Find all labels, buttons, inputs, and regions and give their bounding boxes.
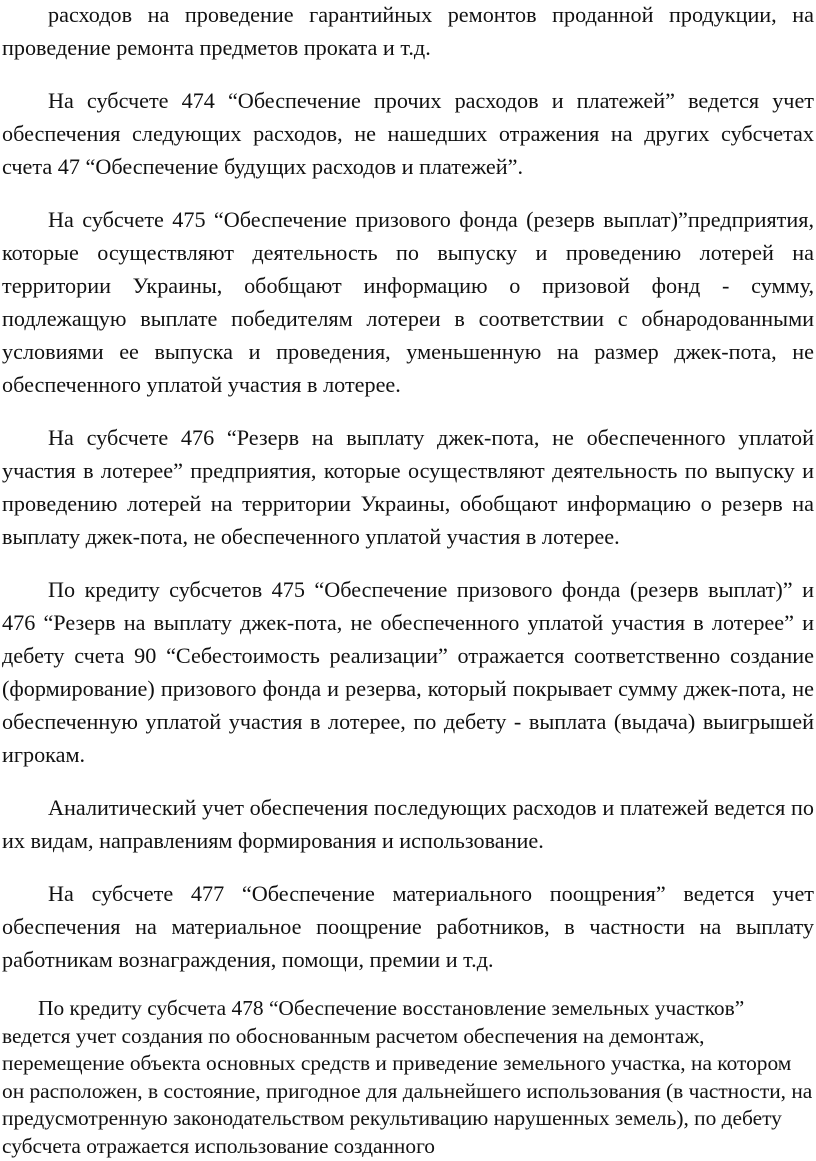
paragraph-subaccount-477: На субсчете 477 “Обеспечение материального поощрения” ведется учет обеспечения на материальное поощрение работников, в частности на выплату работникам вознаграждения, помощи, премии и т.д. [2,881,814,972]
paragraph-credit-475-476: По кредиту субсчетов 475 “Обеспечение призового фонда (резерв выплат)” и 476 “Резерв на выплату джек-пота, не обеспеченного уплатой участия в лотерее” и дебету счета 90 “Себестоимость реализации” отражается соответственно создание (формирование) призового фонда и резерва, который покрывает сумму джек-пота, не обеспеченную уплатой участия в лотерее, по дебету - выплата (выдача) выигрышей игрокам. [2,577,814,767]
paragraph-subaccount-476: На субсчете 476 “Резерв на выплату джек-пота, не обеспеченного уплатой участия в лотерее” предприятия, которые осуществляют деятельность по выпуску и проведению лотерей на территории Украины, обобщают информацию о резерв на выплату джек-пота, не обеспеченного уплатой участия в лотерее. [2,425,814,549]
paragraph-analytical-accounting: Аналитический учет обеспечения последующих расходов и платежей ведется по их видам, направлениям формирования и использование. [2,795,814,853]
paragraph-warranty-repairs: расходов на проведение гарантийных ремонтов проданной продукции, на проведение ремонта предметов проката и т.д. [2,2,814,60]
paragraph-subaccount-474: На субсчете 474 “Обеспечение прочих расходов и платежей” ведется учет обеспечения следующих расходов, не нашедших отражения на других субсчетах счета 47 “Обеспечение будущих расходов и платежей”. [2,88,814,179]
paragraph-subaccount-478: По кредиту субсчета 478 “Обеспечение восстановление земельных участков” ведется учет создания по обоснованным расчетом обеспечения на демонтаж, перемещение объекта основных средств и приведение земельного участка, на котором он расположен, в состояние, пригодное для дальнейшего использования (в частности, на предусмотренную законодательством рекультивацию нарушенных земель), по дебету субсчета отражается использование созданного [2,996,813,1158]
paragraph-subaccount-475: На субсчете 475 “Обеспечение призового фонда (резерв выплат)”предприятия, которые осуществляют деятельность по выпуску и проведению лотерей на территории Украины, обобщают информацию о призовой фонд - сумму, подлежащую выплате победителям лотереи в соответствии с обнародованными условиями ее выпуска и проведения, уменьшенную на размер джек-пота, не обеспеченного уплатой участия в лотерее. [2,207,814,397]
